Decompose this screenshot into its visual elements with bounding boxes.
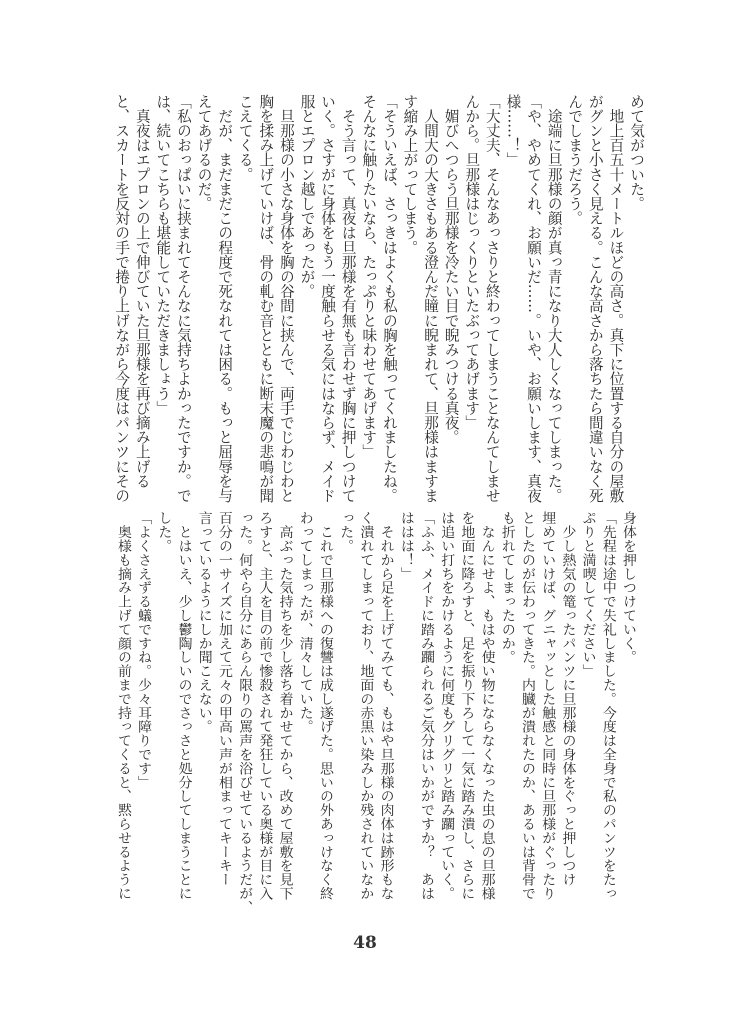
text-column: これで旦那様への復讐は成し遂げた。思いの外あっけなく終 [316, 511, 333, 901]
text-column: 「そういえば、さっきはよくも私の胸を触ってくれましたね。 [380, 94, 398, 503]
text-column: す縮み上がってしまう。 [401, 94, 419, 255]
text-column: 言っているようにしか聞こえない。 [195, 511, 212, 734]
text-column: めて気がついた。 [628, 94, 645, 211]
text-column: なんにせよ、もはや使い物にならなくなった虫の息の旦那様 [478, 511, 495, 901]
text-column: とはいえ、少し鬱陶しいのでさっさと処分してしまうことに [175, 511, 192, 901]
text-column: 様……！」 [504, 94, 522, 167]
text-column: 埋めていけば、グニャッとした触感と同時に旦那様がぐったり [539, 511, 556, 901]
text-column: んでしまうだろう。 [566, 94, 584, 226]
text-column: わってしまったが、清々していた。 [296, 511, 313, 734]
text-column: そう言って、真夜は旦那様を有無も言わせず胸に押しつけて [339, 94, 357, 503]
text-column: としたのが伝わってきた。内臓が潰れたのか、あるいは背骨で [518, 511, 535, 901]
text-column: んから。旦那様はじっくりといたぶってあげます」 [463, 94, 481, 430]
text-column: も折れてしまったのか。 [498, 511, 515, 664]
text-column: がグンと小さく見える。こんな高さから落ちたら間違いなく死 [586, 94, 604, 503]
text-column: だが、まだまだこの程度で死なれては困る。もっと屈辱を与 [216, 94, 234, 503]
text-column: ぷりと満喫してください」 [579, 511, 596, 678]
text-column: 人間大の大きさもある澄んだ瞳に睨まれて、旦那様はますま [422, 94, 440, 503]
text-column: そんなに触りたいなら、たっぷりと味わせてあげます」 [360, 94, 378, 459]
text-column: った。 [337, 511, 354, 553]
text-column: 奥様も摘み上げて顔の前まで持ってくると、黙らせるように [114, 511, 131, 901]
text-column: 「よくさえずる蟻ですね。少々耳障りです」 [135, 511, 152, 789]
text-column: 途端に旦那様の顔が真っ青になり大人しくなってしまった。 [545, 94, 563, 503]
text-column: 「大丈夫、そんなあっさりと終わってしまうことなんてしませ [483, 94, 501, 503]
text-column: を地面に降ろすと、足を振り下ろして一気に踏み潰し、さらに [458, 511, 475, 901]
text-column: 媚びへつらう旦那様を冷たい目で睨みつける真夜。 [442, 94, 460, 445]
text-column: した。 [155, 511, 172, 553]
text-column: 旦那様の小さな身体を胸の谷間に挟んで、両手でじわじわと [277, 94, 295, 503]
text-column: った。何やら自分にあらん限りの罵声を浴びせているようだが、 [236, 511, 253, 915]
text-column: 「ふふ、メイドに踏み躙られるご気分はいかがですか？ あは [417, 511, 434, 901]
text-column: と、スカートを反対の手で捲り上げながら今度はパンツにその [113, 94, 131, 503]
text-column: 少し熱気の篭ったパンツに旦那様の身体をぐっと押しつけ [559, 511, 576, 887]
text-column: 百分の一サイズに加えて元々の甲高い声が相まってキーキー [215, 511, 232, 887]
text-column: 真夜はエプロンの上で伸びていた旦那様を再び摘み上げる [133, 94, 151, 489]
text-column: 「や、やめてくれ、お願いだ……。いや、お願いします、真夜 [525, 94, 543, 503]
text-column: ははは！」 [397, 511, 414, 581]
text-column: ろすと、主人を目の前で惨殺されて発狂している奥様が目に入 [256, 511, 273, 901]
text-column: いく。さすがに身体をもう一度触らせる気にはならず、メイド [319, 94, 337, 503]
text-column: 「先程は途中で失礼しました。今度は全身で私のパンツをたっ [599, 511, 616, 901]
text-column: は、続いてこちらも堪能していただきましょう」 [154, 94, 172, 416]
text-column: 「私のおっぱいに挟まれてそんなに気持ちよかったですか。で [174, 94, 192, 503]
text-block-lower [108, 511, 638, 915]
text-column: こえてくる。 [236, 94, 254, 182]
text-column: 身体を押しつけていく。 [620, 511, 636, 664]
text-column: は追い打ちをかけるように何度もグリグリと踏み躙っていく。 [438, 511, 455, 901]
text-column: 地上百五十メートルほどの高さ。真下に位置する自分の屋敷 [607, 94, 625, 503]
text-column: く潰れてしまっており、地面の赤黒い染みしか残されていなか [357, 511, 374, 901]
text-column: 胸を揉み上げていけば、骨の軋む音とともに断末魔の悲鳴が聞 [257, 94, 275, 503]
text-column: それから足を上げてみても、もはや旦那様の肉体は跡形もな [377, 511, 394, 901]
text-column: 服とエプロン越しであったが。 [298, 94, 316, 299]
text-column: えてあげるのだ。 [195, 94, 213, 211]
page-number: 48 [353, 933, 377, 953]
text-column: 高ぶった気持ちを少し落ち着かせてから、改めて屋敷を見下 [276, 511, 293, 901]
text-block-upper [106, 94, 646, 503]
